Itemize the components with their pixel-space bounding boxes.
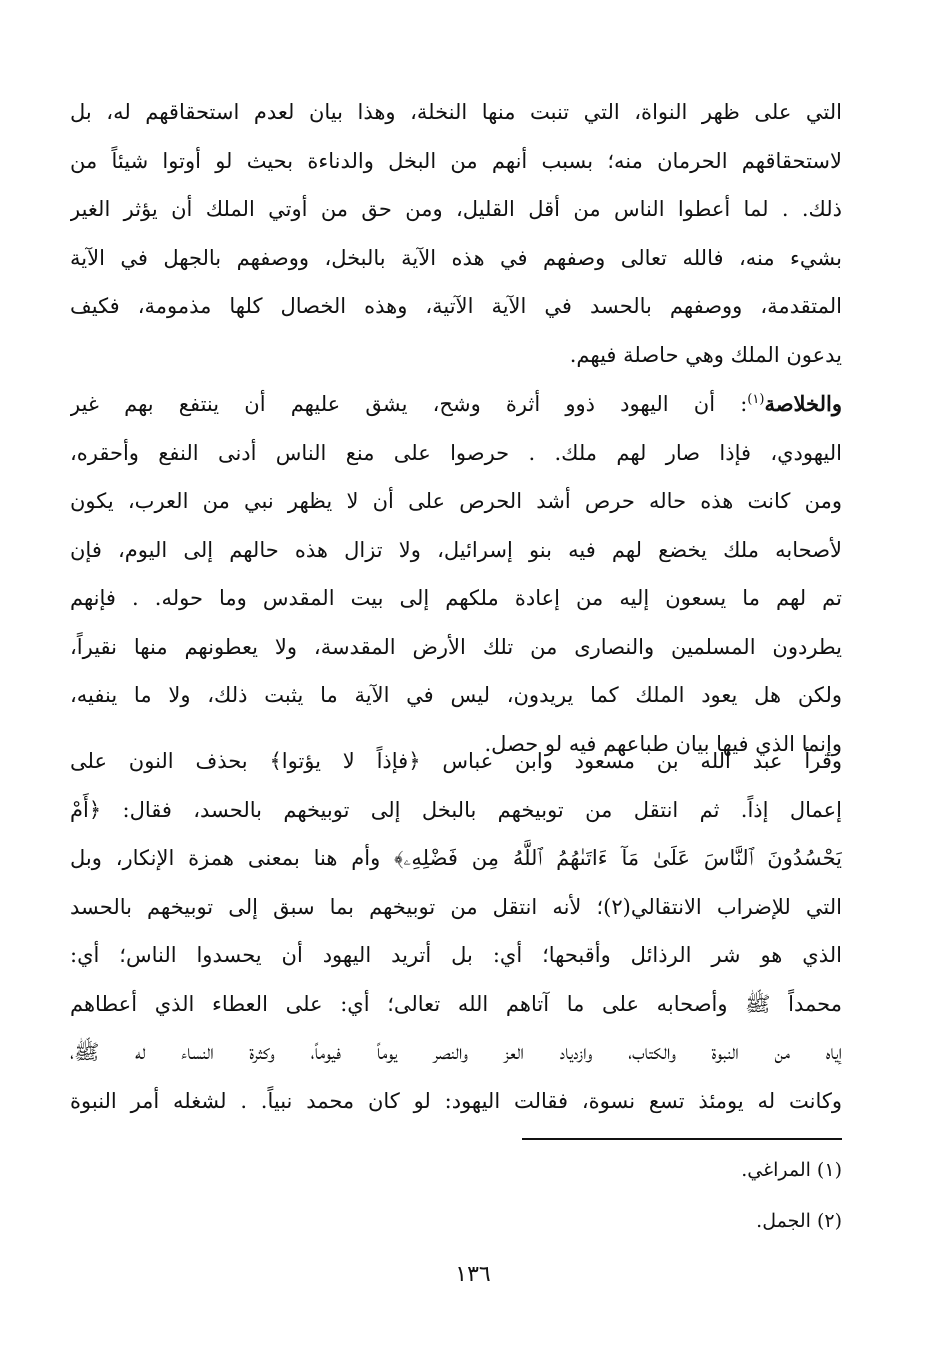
text-line: وقرأ عبد الله بن مسعود وابن عباس ﴿فإذاً لا يؤتوا﴾ بحذف النون على — [70, 749, 842, 773]
paragraph-3 — [70, 737, 842, 1125]
paragraph-1 — [70, 88, 842, 379]
text-line: يدعون الملك وهي حاصلة فيهم. — [569, 342, 842, 367]
text-line: يطردون المسلمين والنصارى من تلك الأرض المقدسة، ولا يعطونهم منها نقيراً، — [70, 634, 842, 659]
text-line: ذلك. . لما أعطوا الناس من أقل القليل، ومن حق من أوتي الملك أن يؤثر الغير — [70, 197, 842, 221]
text-line: ولكن هل يعود الملك كما يريدون، ليس في الآية ما يثبت ذلك، ولا ما ينفيه، — [70, 683, 842, 707]
text-line: لأصحابه ملك يخضع لهم فيه بنو إسرائيل، ولا تزال هذه حالهم إلى اليوم، فإن — [70, 537, 842, 562]
text-line: تم لهم ما يسعون إليه من إعادة ملكهم إلى بيت المقدس وما حوله. . فإنهم — [70, 586, 842, 610]
text-line: إعمال إذاً. ثم انتقل من توبيخهم بالبخل إلى توبيخهم بالحسد، فقال: ﴿أَمْ — [70, 797, 842, 822]
text-line: إياه من النبوة والكتاب، وازدياد العز والنصر يوماً فيوماً، وكثرة النساء له ﷺ، — [70, 1040, 842, 1064]
text-line: لاستحقاقهم الحرمان منه؛ بسبب أنهم من البخل والدناءة بحيث لو أوتوا شيئاً من — [70, 148, 842, 173]
text-line: الذي هو شر الرذائل وأقبحها؛ أي: بل أتريد اليهود أن يحسدوا الناس؛ أي: — [70, 943, 842, 967]
summary-heading: والخلاصة — [764, 391, 842, 416]
text-line: اليهودي، فإذا صار لهم ملك. . حرصوا على منع الناس أدنى النفع وأحقره، — [70, 440, 842, 465]
text-line: يَحْسُدُونَ ٱلنَّاسَ عَلَىٰ مَآ ءَاتَىٰهُمُ ٱللَّهُ مِن فَضْلِهِۦ﴾ وأم هنا بمعنى همزة الإنكار، وبل — [70, 846, 842, 870]
text-line: بشيء منه، فالله تعالى وصفهم في هذه الآية بالبخل، ووصفهم بالجهل في الآية — [70, 245, 842, 270]
text-line: المتقدمة، ووصفهم بالحسد في الآية الآتية، وهذه الخصال كلها مذمومة، فكيف — [70, 294, 842, 318]
footnote-2: (٢) الجمل. — [756, 1210, 842, 1232]
paragraph-2 — [70, 380, 842, 768]
text-line: وإنما الذي فيها بيان طباعهم فيه لو حصل. — [484, 731, 842, 756]
text-line: التي على ظهر النواة، التي تنبت منها النخلة، وهذا بيان لعدم استحقاقهم له، بل — [70, 100, 842, 124]
page-number: ١٣٦ — [455, 1262, 491, 1287]
text-line: ومن كانت هذه حاله حرص أشد الحرص على أن لا يظهر نبي من العرب، يكون — [70, 489, 842, 513]
footnote-divider — [522, 1138, 842, 1140]
footnote-1: (١) المراغي. — [741, 1159, 842, 1181]
line-text: : أن اليهود ذوو أثرة وشح، يشق عليهم أن ينتفع بهم غير — [70, 392, 748, 416]
text-line: التي للإضراب الانتقالي(٢)؛ لأنه انتقل من توبيخهم بما سبق إلى توبيخهم بالحسد — [70, 894, 842, 919]
text-line: محمداً ﷺ وأصحابه على ما آتاهم الله تعالى؛ أي: على العطاء الذي أعطاهم — [70, 991, 842, 1016]
footnote-ref: (١) — [747, 392, 765, 407]
text-line: وكانت له يومئذ تسع نسوة، فقالت اليهود: لو كان محمد نبياً. . لشغله أمر النبوة — [70, 1088, 842, 1113]
text-line — [70, 380, 842, 429]
